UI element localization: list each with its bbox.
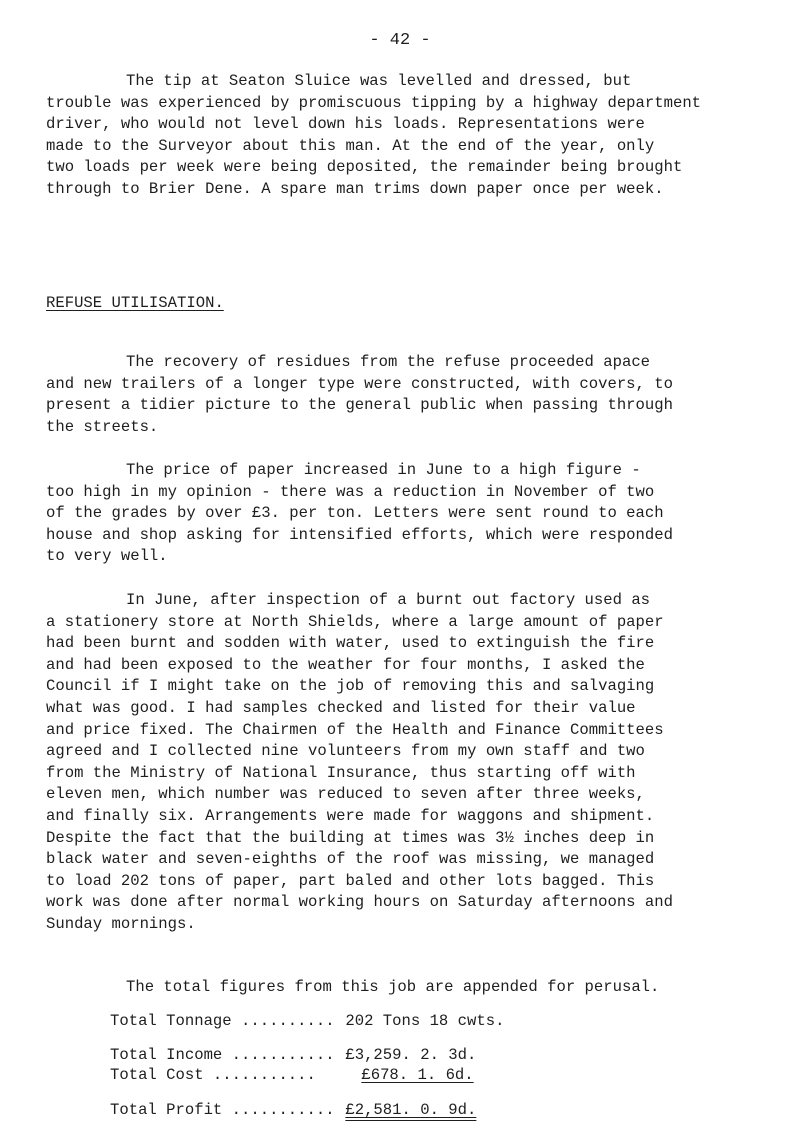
text-line: the streets.: [46, 417, 159, 436]
text-line: agreed and I collected nine volunteers from my own staff and two: [46, 742, 645, 761]
text-line: to very well.: [46, 547, 168, 566]
text-line: Sunday mornings.: [46, 914, 196, 933]
text-line: a stationery store at North Shields, where a large amount of paper: [46, 612, 664, 631]
text-line: eleven men, which number was reduced to seven after three weeks,: [46, 785, 645, 804]
total-cost-value: £678. 1. 6d.: [361, 1066, 474, 1084]
text-line: In June, after inspection of a burnt out factory used as: [126, 591, 651, 609]
section-heading: REFUSE UTILISATION.: [46, 294, 224, 312]
intro-paragraph: [46, 71, 781, 201]
total-tonnage-label: Total Tonnage ..........: [110, 1012, 335, 1030]
total-tonnage-row: [110, 1011, 504, 1033]
text-line: work was done after normal working hours on Saturday afternoons and: [46, 893, 673, 912]
text-line: and new trailers of a longer type were constructed, with covers, to: [46, 374, 673, 393]
text-line: too high in my opinion - there was a reduction in November of two: [46, 482, 655, 501]
text-line: Council if I might take on the job of removing this and salvaging: [46, 677, 655, 696]
text-line: of the grades by over £3. per ton. Letters were sent round to each: [46, 504, 664, 523]
text-line: present a tidier picture to the general public when passing through: [46, 396, 673, 415]
total-profit-value: £2,581. 0. 9d.: [345, 1101, 477, 1119]
total-income-row: [110, 1045, 476, 1067]
text-line: two loads per week were being deposited, the remainder being brought: [46, 158, 683, 177]
text-line: trouble was experienced by promiscuous tipping by a highway department: [46, 93, 702, 112]
total-profit-row: [110, 1100, 476, 1122]
total-tonnage-value: 202 Tons 18 cwts.: [345, 1012, 505, 1030]
text-line: black water and seven-eighths of the roof was missing, we managed: [46, 850, 655, 869]
text-line: from the Ministry of National Insurance, thus starting off with: [46, 763, 636, 782]
total-income-label: Total Income ...........: [110, 1046, 335, 1064]
text-line: Despite the fact that the building at times was 3½ inches deep in: [46, 828, 655, 847]
paragraph-paper-price: [46, 460, 781, 568]
page-number: - 42 -: [369, 31, 431, 50]
text-line: driver, who would not level down his loads. Representations were: [46, 115, 645, 134]
total-income-value: £3,259. 2. 3d.: [345, 1046, 477, 1064]
text-line: The price of paper increased in June to a high figure -: [126, 461, 641, 479]
text-line: had been burnt and sodden with water, used to extinguish the fire: [46, 634, 655, 653]
text-line: made to the Surveyor about this man. At the end of the year, only: [46, 136, 655, 155]
text-line: to load 202 tons of paper, part baled and other lots bagged. This: [46, 871, 655, 890]
text-line: through to Brier Dene. A spare man trims down paper once per week.: [46, 179, 664, 198]
text-line: and finally six. Arrangements were made for waggons and shipment.: [46, 806, 655, 825]
text-line: and had been exposed to the weather for four months, I asked the: [46, 655, 645, 674]
total-cost-label: Total Cost ...........: [110, 1066, 316, 1084]
paragraph-factory-salvage: [46, 590, 781, 936]
text-line: and price fixed. The Chairmen of the Health and Finance Committees: [46, 720, 664, 739]
text-line: what was good. I had samples checked and listed for their value: [46, 698, 636, 717]
paragraph-recovery: [46, 352, 781, 438]
text-line: The total figures from this job are appended for perusal.: [126, 978, 660, 996]
text-line: house and shop asking for intensified efforts, which were responded: [46, 525, 673, 544]
text-line: The recovery of residues from the refuse proceeded apace: [126, 353, 651, 371]
text-line: The tip at Seaton Sluice was levelled and dressed, but: [126, 72, 632, 90]
total-cost-row: [110, 1065, 474, 1087]
total-profit-label: Total Profit ...........: [110, 1101, 335, 1119]
paragraph-appended: [46, 977, 781, 999]
